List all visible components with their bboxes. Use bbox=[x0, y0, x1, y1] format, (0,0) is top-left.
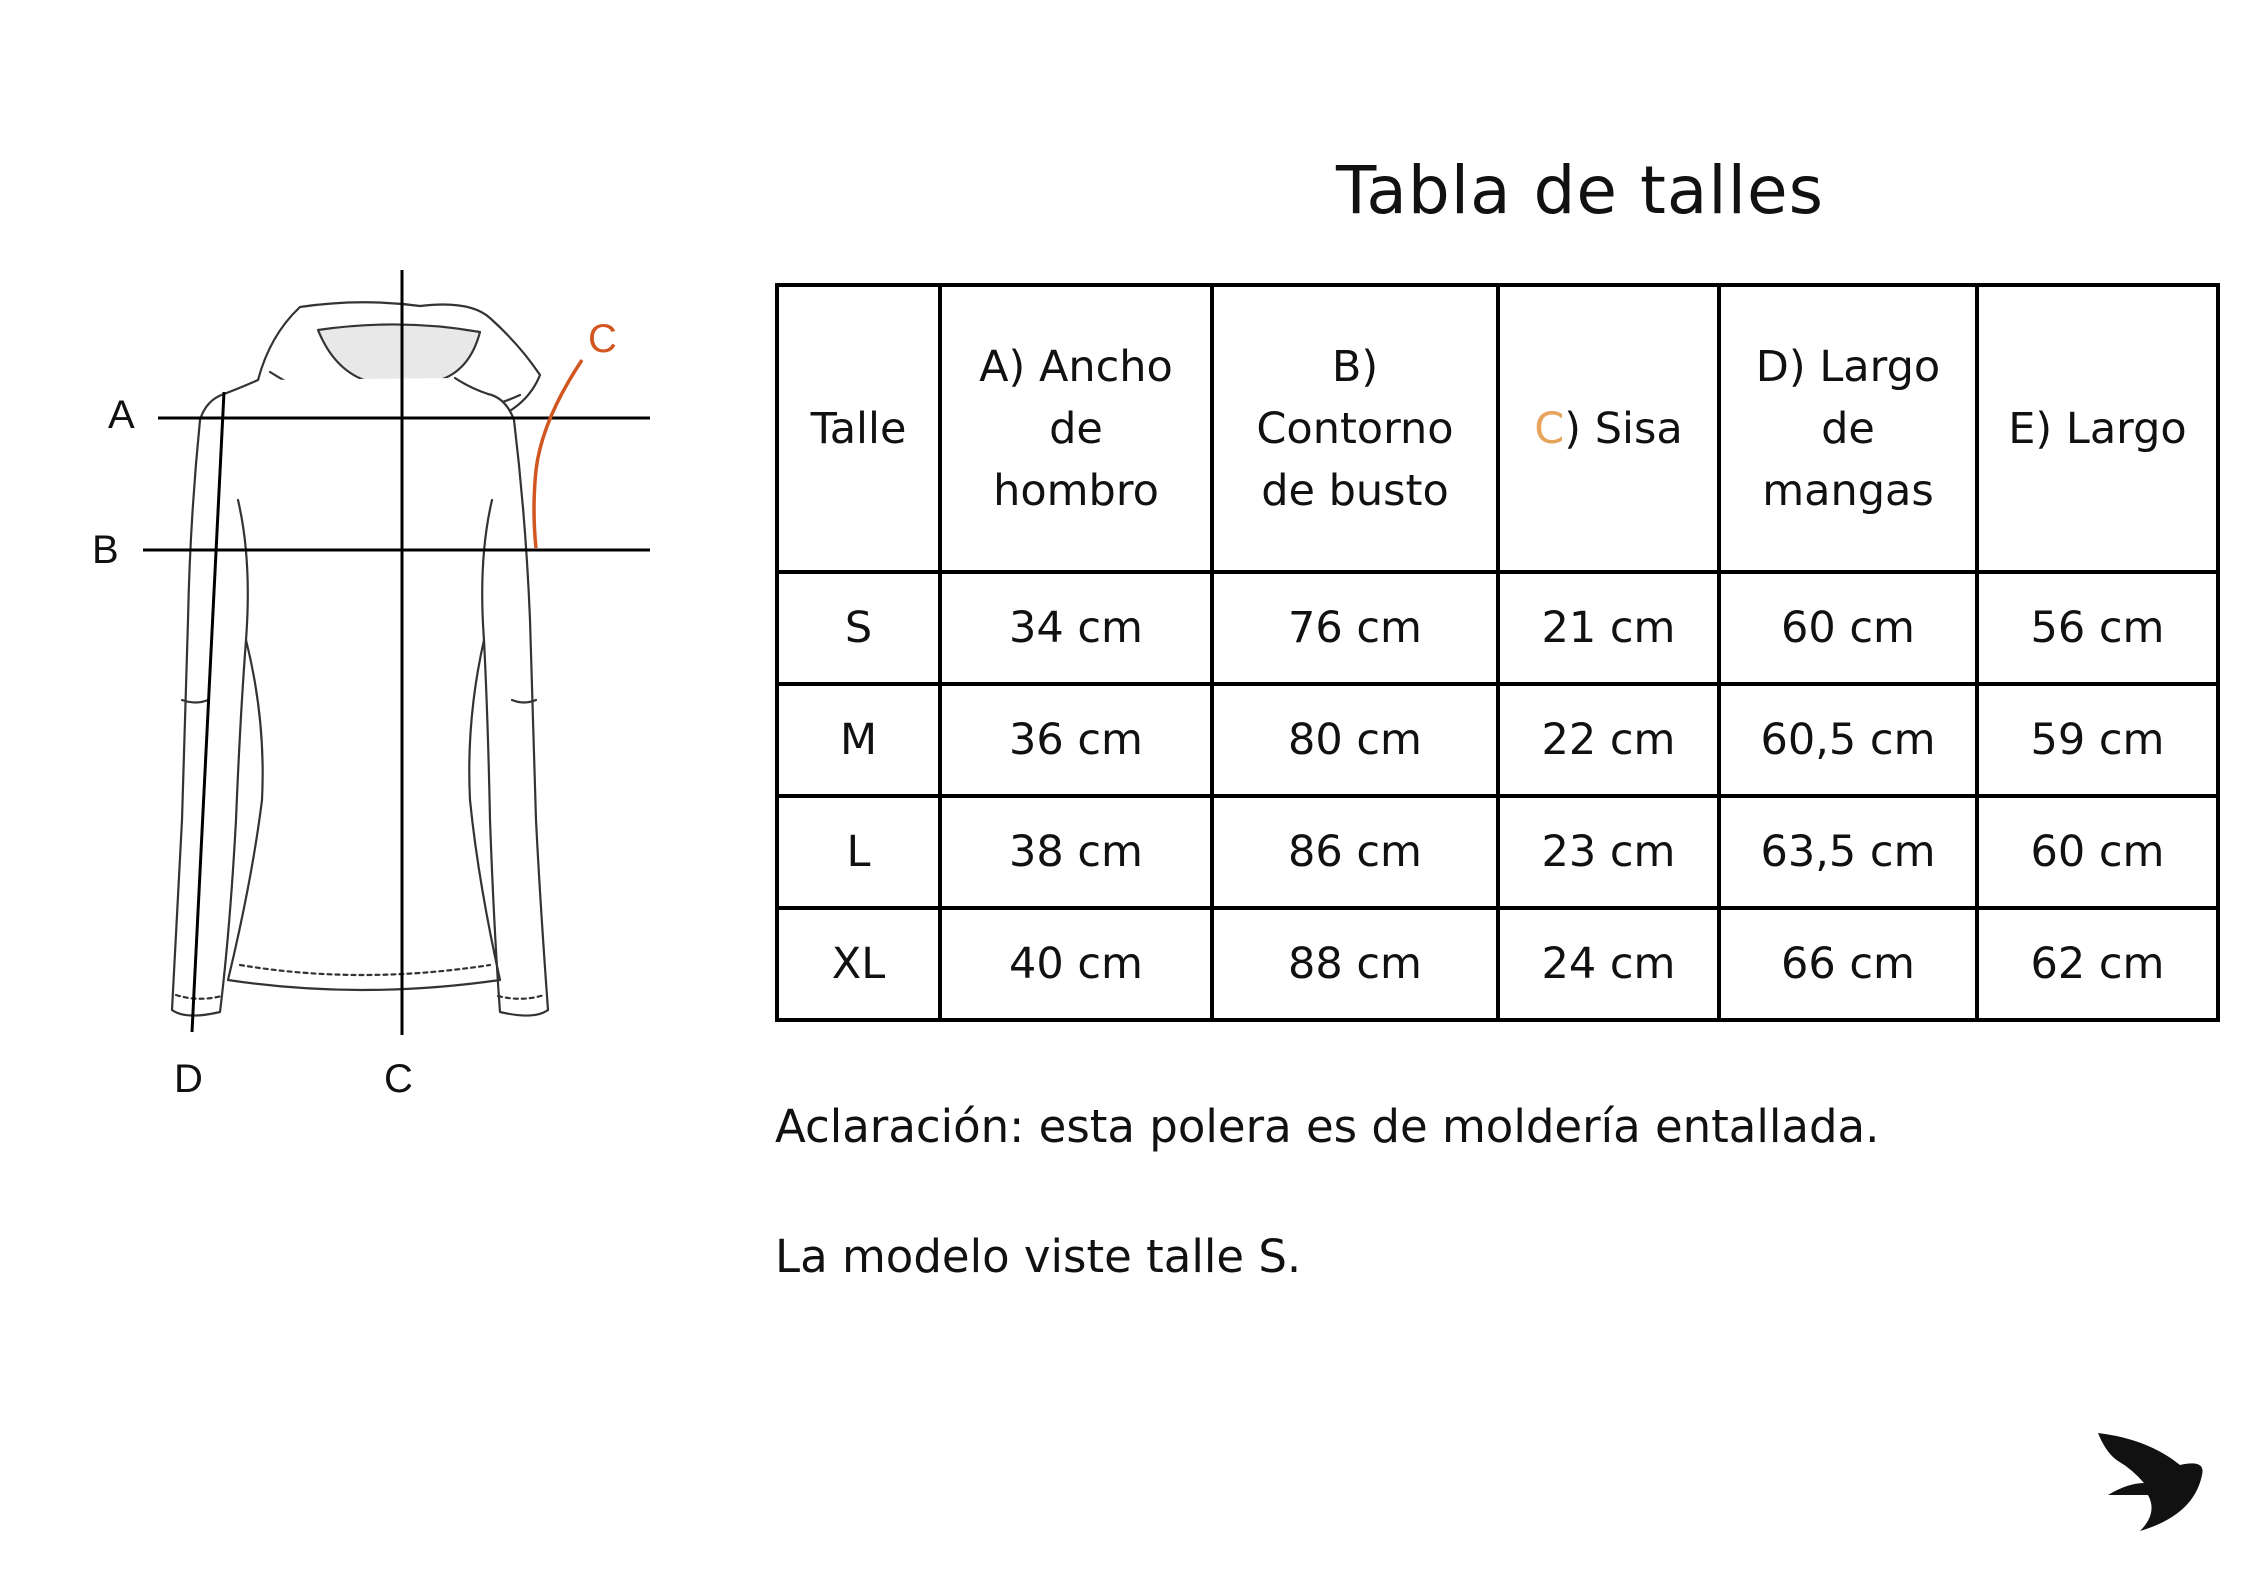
measurement-cell: 66 cm bbox=[1719, 908, 1977, 1020]
armhole-curve-c bbox=[534, 360, 582, 548]
measurement-cell: 86 cm bbox=[1212, 796, 1498, 908]
swallow-bird-logo-icon bbox=[2088, 1425, 2208, 1535]
measurement-cell: 62 cm bbox=[1977, 908, 2218, 1020]
measurement-cell: 59 cm bbox=[1977, 684, 2218, 796]
measurement-cell: 23 cm bbox=[1498, 796, 1719, 908]
label-d: D bbox=[174, 1057, 203, 1101]
table-row bbox=[777, 908, 2218, 1020]
header-cell: B) Contorno de busto bbox=[1212, 285, 1498, 572]
page-title: Tabla de talles bbox=[1336, 152, 1824, 229]
label-a: A bbox=[108, 393, 135, 437]
size-cell: L bbox=[777, 796, 940, 908]
measurement-cell: 38 cm bbox=[940, 796, 1212, 908]
measurement-cell: 21 cm bbox=[1498, 572, 1719, 684]
header-cell: D) Largo de mangas bbox=[1719, 285, 1977, 572]
header-cell: E) Largo bbox=[1977, 285, 2218, 572]
table-row bbox=[777, 572, 2218, 684]
measurement-cell: 36 cm bbox=[940, 684, 1212, 796]
garment-diagram bbox=[0, 0, 700, 1120]
table-header-row bbox=[777, 285, 2218, 572]
size-cell: XL bbox=[777, 908, 940, 1020]
measurement-cell: 88 cm bbox=[1212, 908, 1498, 1020]
header-cell: Talle bbox=[777, 285, 940, 572]
table-row bbox=[777, 684, 2218, 796]
measurement-cell: 60 cm bbox=[1719, 572, 1977, 684]
size-cell: S bbox=[777, 572, 940, 684]
measurement-cell: 60 cm bbox=[1977, 796, 2218, 908]
label-c-center: C bbox=[384, 1057, 413, 1101]
measurement-cell: 34 cm bbox=[940, 572, 1212, 684]
label-c-armhole: C bbox=[588, 317, 617, 361]
measurement-cell: 56 cm bbox=[1977, 572, 2218, 684]
model-size-note: La modelo viste talle S. bbox=[775, 1230, 1302, 1283]
table-row bbox=[777, 796, 2218, 908]
header-cell: C) Sisa bbox=[1498, 285, 1719, 572]
measurement-cell: 63,5 cm bbox=[1719, 796, 1977, 908]
clarification-note: Aclaración: esta polera es de moldería entallada. bbox=[775, 1100, 1880, 1153]
measurement-cell: 40 cm bbox=[940, 908, 1212, 1020]
measurement-cell: 76 cm bbox=[1212, 572, 1498, 684]
header-cell: A) Ancho de hombro bbox=[940, 285, 1212, 572]
size-chart-table bbox=[775, 283, 2220, 1022]
measurement-cell: 80 cm bbox=[1212, 684, 1498, 796]
label-b: B bbox=[92, 528, 119, 572]
measurement-cell: 60,5 cm bbox=[1719, 684, 1977, 796]
measurement-cell: 22 cm bbox=[1498, 684, 1719, 796]
measurement-cell: 24 cm bbox=[1498, 908, 1719, 1020]
turtleneck-sweater-icon bbox=[172, 302, 548, 1015]
size-cell: M bbox=[777, 684, 940, 796]
